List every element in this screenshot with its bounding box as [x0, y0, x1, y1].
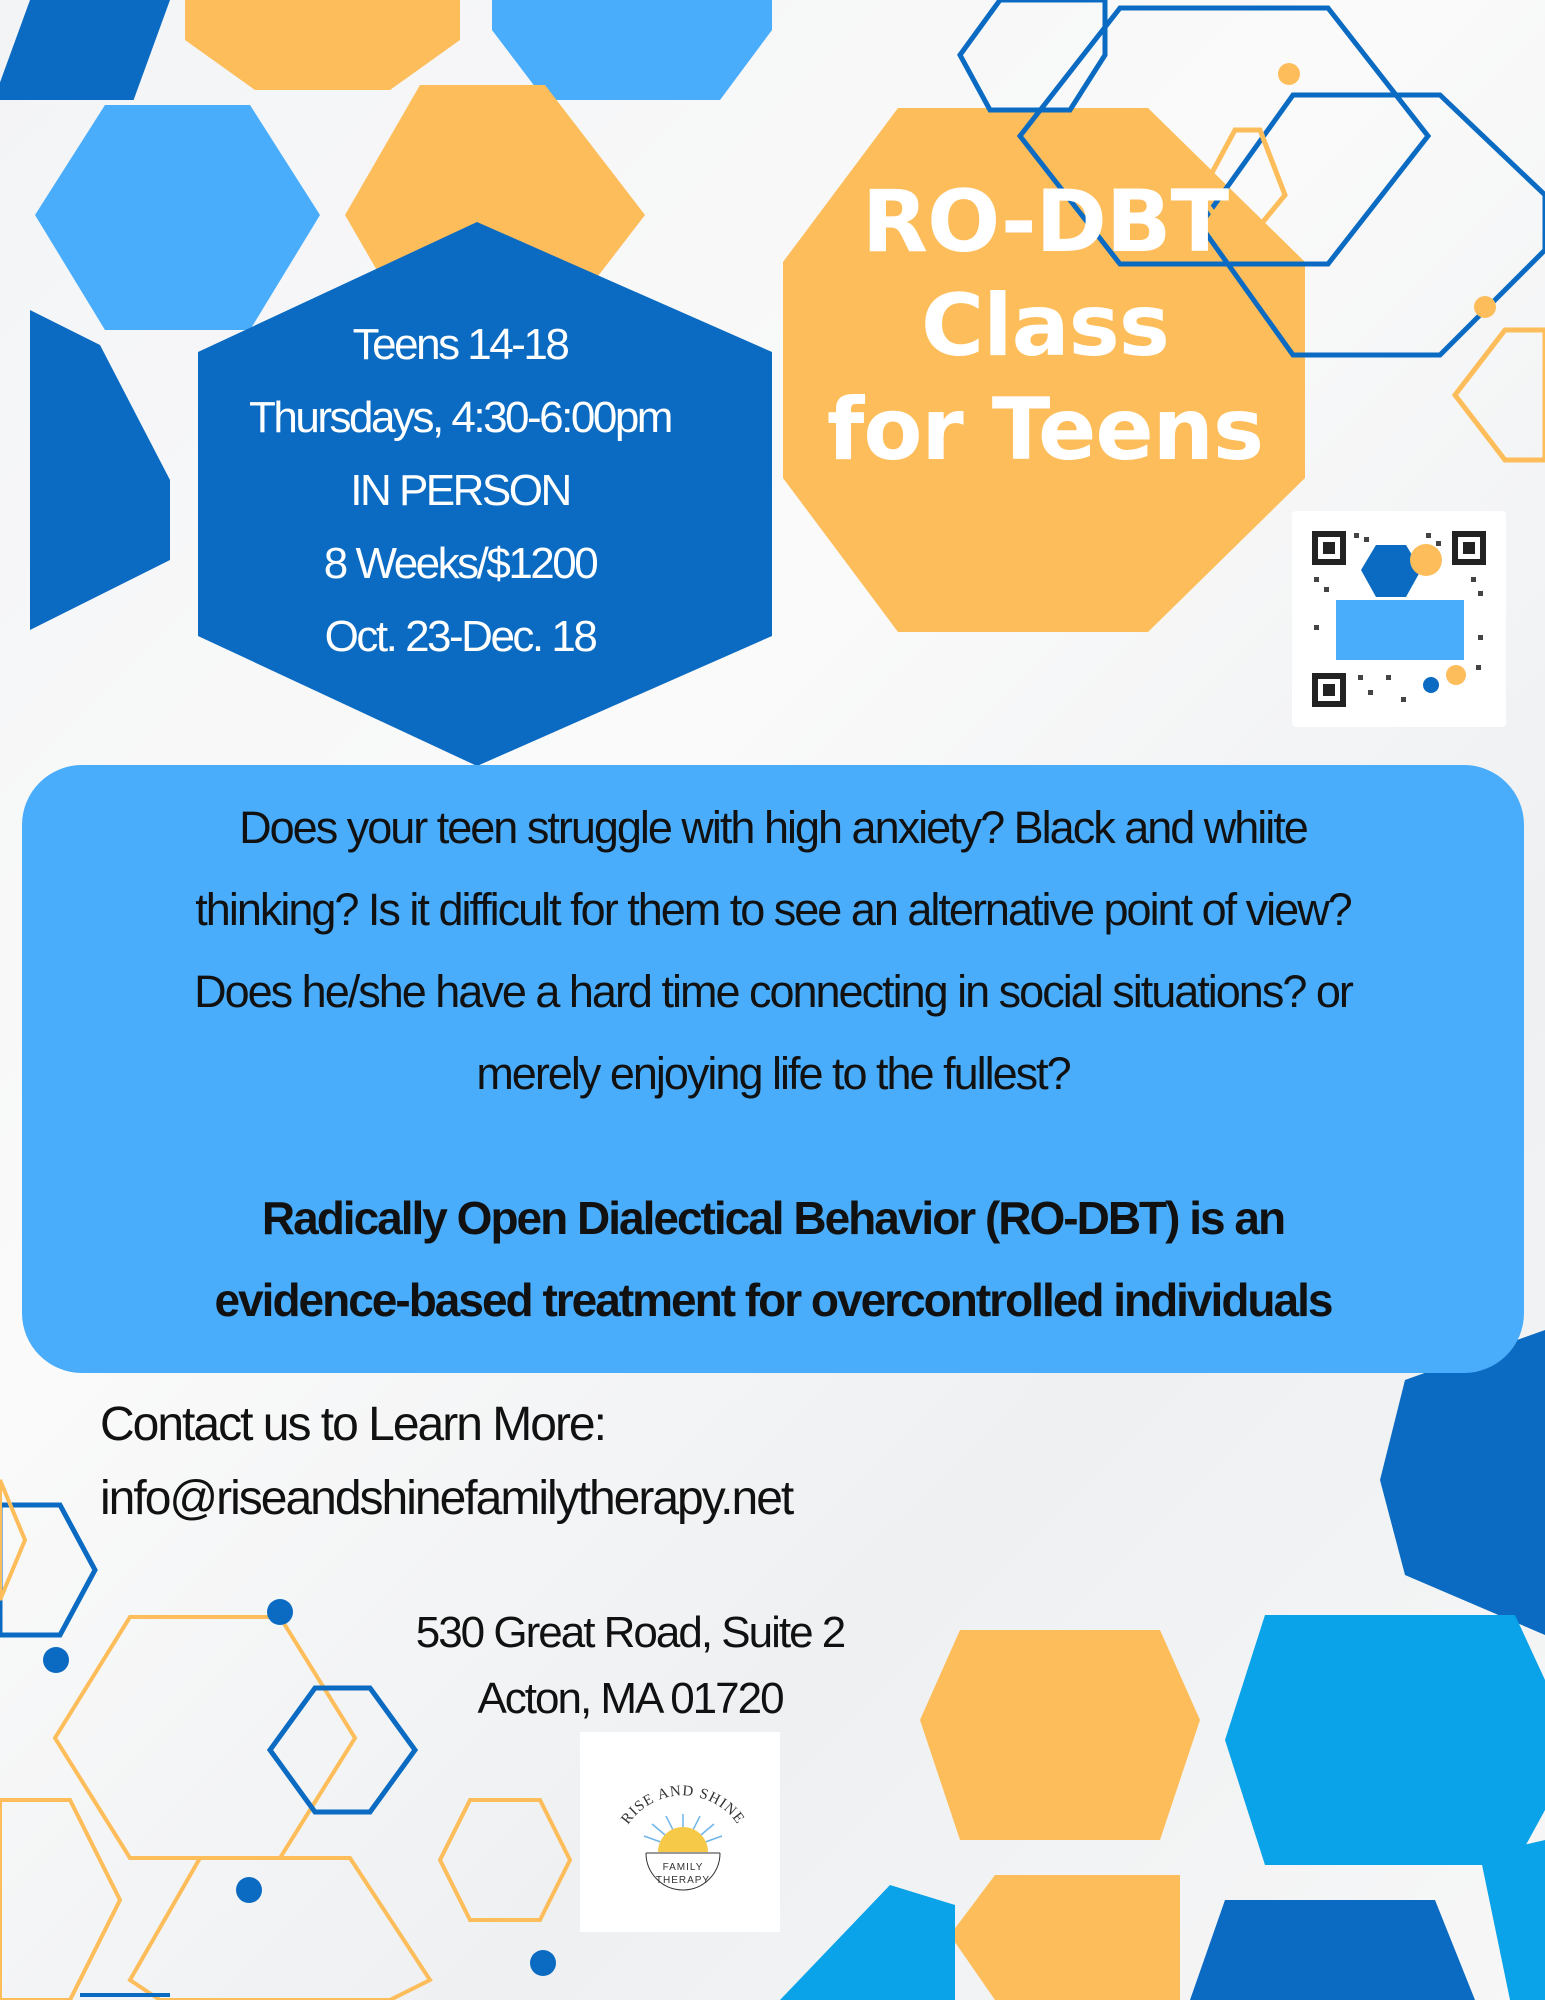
info-statement	[32, 1177, 1514, 1341]
dot-shape	[1474, 296, 1496, 318]
info-card	[22, 765, 1524, 1373]
hexagon-shape	[1190, 1900, 1475, 2000]
hexagon-shape	[35, 105, 320, 330]
title-line: Class	[920, 276, 1169, 376]
question-line: Does he/she have a hard time connecting in social situations? or	[194, 966, 1352, 1017]
logo-line-1: FAMILY	[662, 1862, 704, 1873]
dot-shape	[267, 1599, 293, 1625]
hexagon-shape	[30, 310, 170, 630]
hexagon-shape	[130, 1858, 430, 2000]
details-dates: Oct. 23-Dec. 18	[324, 612, 596, 661]
contact-email-link[interactable]: info@riseandshinefamilytherapy.net	[100, 1472, 793, 1525]
title-line: RO-DBT	[861, 172, 1229, 272]
hexagon-shape	[1380, 1330, 1545, 1635]
contact-heading: Contact us to Learn More:	[100, 1398, 605, 1451]
logo-line-2: THERAPY	[655, 1875, 711, 1886]
page-title	[800, 170, 1290, 482]
contact-section	[100, 1388, 792, 1536]
hexagon-shape	[0, 1480, 25, 1600]
hexagon-shape	[1455, 330, 1545, 460]
dot-shape	[530, 1950, 556, 1976]
hexagon-shape	[920, 1630, 1200, 1840]
address-line-1: 530 Great Road, Suite 2	[415, 1608, 845, 1657]
dot-shape	[236, 1877, 262, 1903]
hexagon-shape	[440, 1800, 570, 1920]
hexagon-shape	[0, 1800, 120, 2000]
statement-line: Radically Open Dialectical Behavior (RO-DBT) is an	[261, 1192, 1285, 1244]
hexagon-shape	[185, 0, 460, 90]
address-line-2: Acton, MA 01720	[477, 1674, 783, 1723]
dot-shape	[43, 1647, 69, 1673]
details-price: 8 Weeks/$1200	[323, 539, 597, 588]
logo-arc-text: RISE AND SHINE	[618, 1783, 748, 1828]
hexagon-shape	[1225, 1615, 1545, 1865]
hexagon-shape	[950, 1875, 1180, 2000]
info-questions	[42, 787, 1504, 1115]
class-details	[200, 308, 720, 673]
statement-line: evidence-based treatment for overcontrolled individuals	[214, 1274, 1332, 1326]
qr-code[interactable]	[1292, 511, 1506, 727]
details-schedule: Thursdays, 4:30-6:00pm	[249, 393, 671, 442]
hexagon-shape	[0, 0, 170, 100]
question-line: merely enjoying life to the fullest?	[476, 1048, 1070, 1099]
address-block	[360, 1600, 900, 1732]
details-format: IN PERSON	[350, 466, 570, 515]
hexagon-shape	[1480, 1840, 1545, 2000]
question-line: thinking? Is it difficult for them to see an alternative point of view?	[195, 884, 1351, 935]
sun-logo-icon	[580, 1732, 780, 1932]
question-line: Does your teen struggle with high anxiety? Black and whiite	[239, 802, 1307, 853]
company-logo	[580, 1732, 780, 1932]
hexagon-shape	[55, 1617, 355, 1858]
details-age: Teens 14-18	[352, 320, 568, 369]
hexagon-shape	[780, 1885, 955, 2000]
title-line: for Teens	[826, 380, 1264, 480]
dot-shape	[1278, 63, 1300, 85]
qr-code-icon	[1306, 525, 1492, 713]
